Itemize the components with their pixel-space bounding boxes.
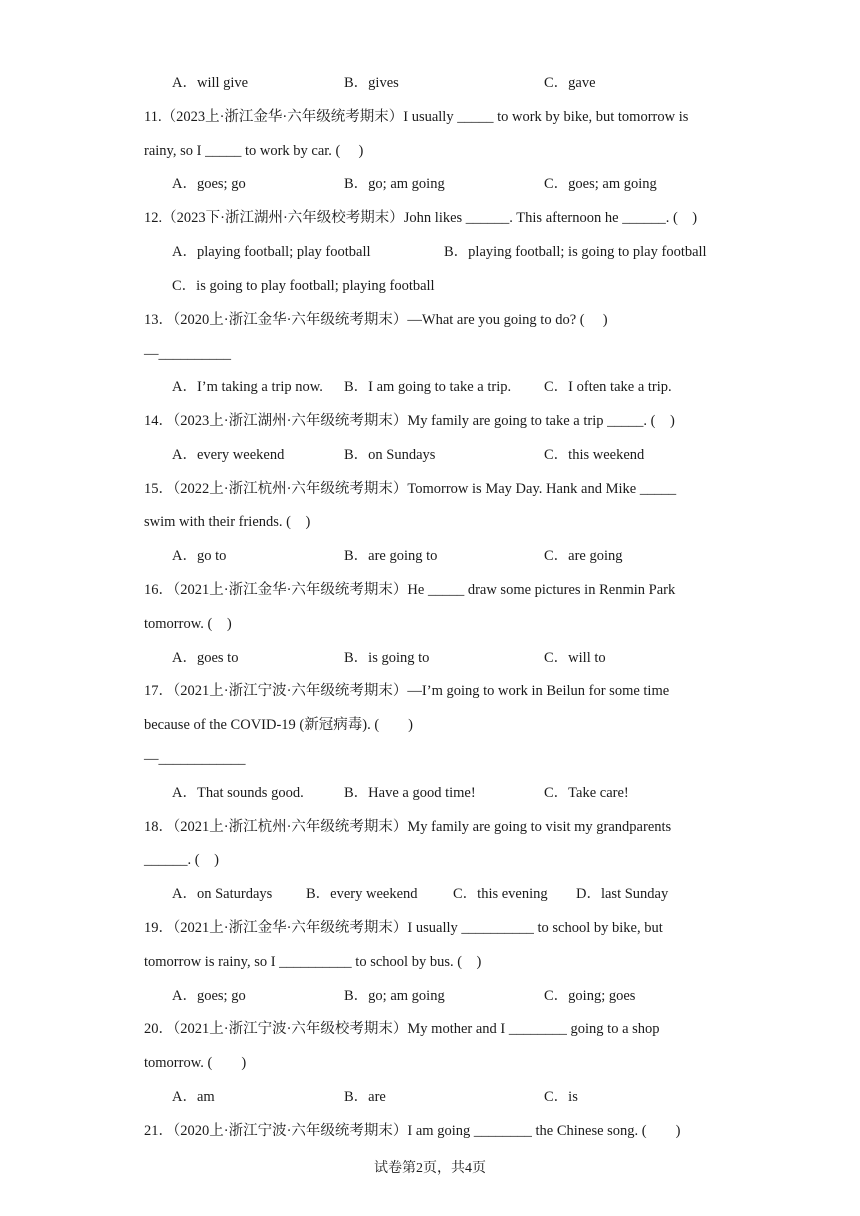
q12-stem-line1: 12.（2023下·浙江湖州·六年级校考期末）John likes ______. This afternoon he ______. ( ) xyxy=(144,210,698,226)
q14-option-a: A．every weekend xyxy=(172,447,285,463)
q20-option-b: B．are xyxy=(344,1089,386,1105)
q13-stem-line2: —__________ xyxy=(144,346,231,362)
q12-option-a: A．playing football; play football xyxy=(172,244,371,260)
q19-option-a: A．goes; go xyxy=(172,988,246,1004)
q16-stem-line1: 16．（2021上·浙江金华·六年级统考期末）He _____ draw some pictures in Renmin Park xyxy=(144,582,676,598)
q19-option-b: B．go; am going xyxy=(344,988,445,1004)
q16-option-a: A．goes to xyxy=(172,650,239,666)
q18-option-b: B．every weekend xyxy=(306,886,418,902)
q11-option-a: A．goes; go xyxy=(172,176,246,192)
q19-option-c: C．going; goes xyxy=(544,988,636,1004)
q13-option-c: C．I often take a trip. xyxy=(544,379,672,395)
q11-option-b: B．go; am going xyxy=(344,176,445,192)
q11-option-c: C．goes; am going xyxy=(544,176,657,192)
q20-option-c: C．is xyxy=(544,1089,578,1105)
q11-stem-line1: 11.（2023上·浙江金华·六年级统考期末）I usually _____ to work by bike, but tomorrow is xyxy=(144,109,689,125)
q15-option-b: B．are going to xyxy=(344,548,438,564)
q17-stem-line3: —____________ xyxy=(144,751,246,767)
q20-stem-line1: 20．（2021上·浙江宁波·六年级校考期末）My mother and I ________ going to a shop xyxy=(144,1021,660,1037)
q19-stem-line1: 19．（2021上·浙江金华·六年级统考期末）I usually __________ to school by bike, but xyxy=(144,920,663,936)
q11-stem-line2: rainy, so I _____ to work by car. ( ) xyxy=(144,143,364,159)
q17-stem-line1: 17．（2021上·浙江宁波·六年级统考期末）—I’m going to work in Beilun for some time xyxy=(144,683,670,699)
q15-stem-line1: 15．（2022上·浙江杭州·六年级统考期末）Tomorrow is May Day. Hank and Mike _____ xyxy=(144,481,677,497)
q13-option-b: B．I am going to take a trip. xyxy=(344,379,512,395)
q15-stem-line2: swim with their friends. ( ) xyxy=(144,514,311,530)
q17-stem-line2: because of the COVID-19 (新冠病毒). ( ) xyxy=(144,717,413,733)
q18-option-c: C．this evening xyxy=(453,886,548,902)
q12-option-b: B．playing football; is going to play football xyxy=(444,244,707,260)
q20-option-a: A．am xyxy=(172,1089,215,1105)
q14-option-c: C．this weekend xyxy=(544,447,645,463)
q12-option-c: C．is going to play football; playing football xyxy=(172,278,435,294)
q18-stem-line2: ______. ( ) xyxy=(144,852,219,868)
page-footer: 试卷第2页，共4页 xyxy=(374,1161,486,1176)
q14-stem-line1: 14．（2023上·浙江湖州·六年级统考期末）My family are going to take a trip _____. ( ) xyxy=(144,413,675,429)
q17-option-b: B．Have a good time! xyxy=(344,785,476,801)
q14-option-b: B．on Sundays xyxy=(344,447,436,463)
q18-stem-line1: 18．（2021上·浙江杭州·六年级统考期末）My family are going to visit my grandparents xyxy=(144,819,672,835)
q16-option-c: C．will to xyxy=(544,650,606,666)
q19-stem-line2: tomorrow is rainy, so I __________ to school by bus. ( ) xyxy=(144,954,482,970)
q20-stem-line2: tomorrow. ( ) xyxy=(144,1055,247,1071)
q18-option-a: A．on Saturdays xyxy=(172,886,273,902)
q15-option-c: C．are going xyxy=(544,548,623,564)
q15-option-a: A．go to xyxy=(172,548,227,564)
q10-option-b: B．gives xyxy=(344,75,399,91)
q18-option-d: D．last Sunday xyxy=(576,886,669,902)
q21-stem-line1: 21．（2020上·浙江宁波·六年级统考期末）I am going ________ the Chinese song. ( ) xyxy=(144,1123,681,1139)
q13-stem-line1: 13．（2020上·浙江金华·六年级统考期末）—What are you going to do? ( ) xyxy=(144,312,608,328)
q10-option-a: A．will give xyxy=(172,75,249,91)
q17-option-a: A．That sounds good. xyxy=(172,785,304,801)
q16-stem-line2: tomorrow. ( ) xyxy=(144,616,232,632)
q16-option-b: B．is going to xyxy=(344,650,430,666)
q17-option-c: C．Take care! xyxy=(544,785,629,801)
q13-option-a: A．I’m taking a trip now. xyxy=(172,379,323,395)
q10-option-c: C．gave xyxy=(544,75,596,91)
